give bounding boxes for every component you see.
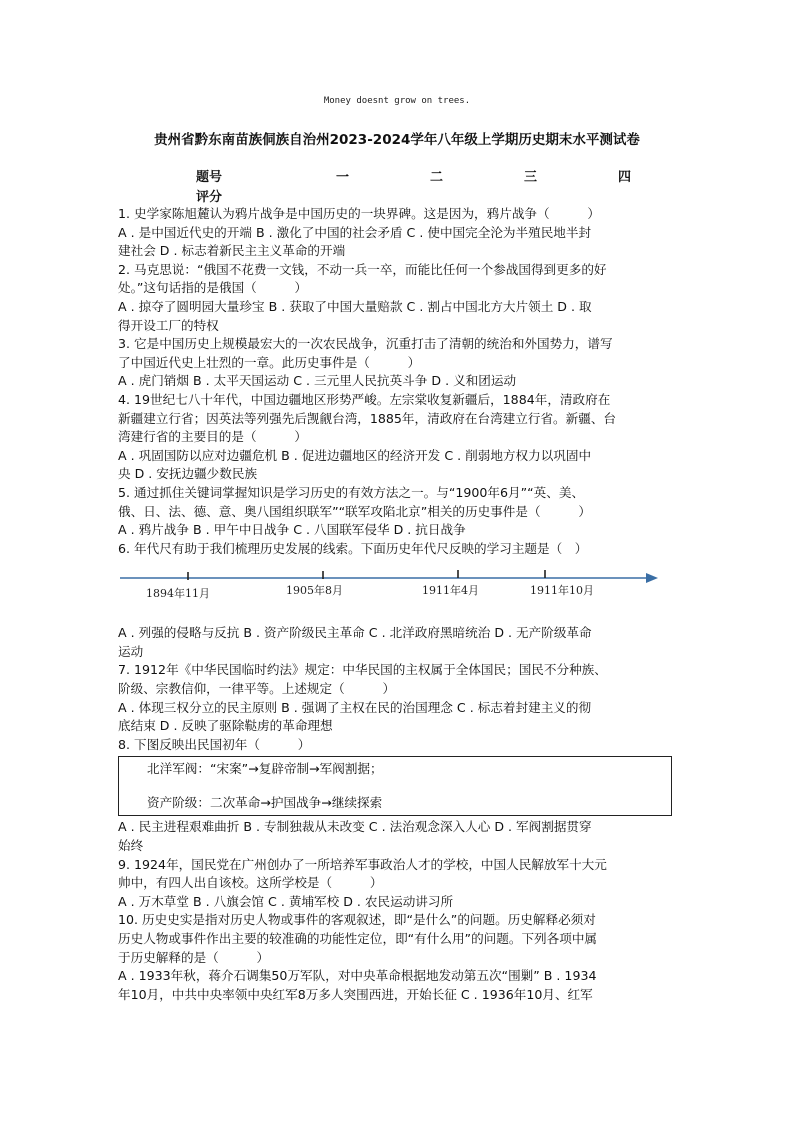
text-line: 7. 1912年《中华民国临时约法》规定：中华民国的主权属于全体国民；国民不分种族、 (118, 662, 607, 678)
text-line: 历史人物或事件作出主要的较准确的功能性定位，即“有什么用”的问题。下列各项中属 (118, 931, 598, 946)
timeline-svg (118, 564, 678, 616)
box-spacer (147, 779, 671, 793)
text-line: 湾建行省的主要目的是（ ） (118, 429, 307, 445)
timeline-label-2: 1905年8月 (286, 584, 343, 598)
text-line: A . 1933年秋，蒋介石调集50万军队，对中央革命根据地发动第五次“围剿” B . 1934 (118, 968, 597, 984)
text-line: 于历史解释的是（ ） (118, 949, 270, 965)
text-line: A . 万木草堂 B . 八旗会馆 C . 黄埔军校 D . 农民运动讲习所 (118, 893, 454, 909)
score-col-2: 二 (430, 170, 444, 185)
text-line: 2. 马克思说：“俄国不花费一文钱，不动一兵一卒，而能比任何一个参战国得到更多的好 (118, 261, 607, 277)
text-line: 6. 年代尺有助于我们梳理历史发展的线索。下面历史年代尺反映的学习主题是（ ） (118, 540, 588, 556)
timeline-label-1: 1894年11月 (146, 587, 210, 601)
text-line: 年10月，中共中央率领中央红军8万多人突围西进，开始长征 C . 1936年10月、红军 (118, 986, 593, 1002)
text-line: 8. 下图反映出民国初年（ ） (118, 736, 311, 752)
box-line-2: 资产阶级：二次革命→护国战争→继续探索 (147, 795, 383, 811)
timeline-figure (118, 564, 678, 616)
question-body (118, 205, 678, 1004)
timeline-label-3: 1911年4月 (422, 584, 479, 598)
text-line: A . 掠夺了圆明园大量珍宝 B . 获取了中国大量赔款 C . 割占中国北方大片领土 D . 取 (118, 298, 592, 314)
text-line: 运动 (118, 643, 144, 659)
box-line-1: 北洋军阀：“宋案”→复辟帝制→军阀割据； (147, 761, 383, 777)
score-row-label: 评分 (196, 190, 223, 205)
text-line: 5. 通过抓住关键词掌握知识是学习历史的有效方法之一。与“1900年6月”“英、美、 (118, 484, 585, 500)
text-line: 了中国近代史上壮烈的一章。此历史事件是（ ） (118, 354, 421, 370)
score-table-header (120, 166, 680, 186)
figure-box (118, 756, 672, 816)
page-title: 贵州省黔东南苗族侗族自治州2023-2024学年八年级上学期历史期末水平测试卷 (154, 132, 640, 148)
text-line: 4. 19世纪七八十年代，中国边疆地区形势严峻。左宗棠收复新疆后，1884年，清政府在 (118, 391, 611, 407)
text-line: 建社会 D . 标志着新民主主义革命的开端 (118, 243, 346, 259)
score-col-1: 一 (336, 170, 350, 185)
text-line: 10. 历史史实是指对历史人物或事件的客观叙述，即“是什么”的问题。历史解释必须对 (118, 912, 596, 928)
text-line: 阶级、宗教信仰，一律平等。上述规定（ ） (118, 681, 396, 697)
score-col-4: 四 (618, 170, 632, 185)
text-line: A . 鸦片战争 B . 甲午中日战争 C . 八国联军侵华 D . 抗日战争 (118, 522, 466, 538)
header-note: Money doesnt grow on trees. (323, 96, 471, 106)
text-line: A . 列强的侵略与反抗 B . 资产阶级民主革命 C . 北洋政府黑暗统治 D . 无产阶级革命 (118, 625, 592, 641)
text-line: 央 D . 安抚边疆少数民族 (118, 466, 258, 482)
text-line: A . 民主进程艰难曲折 B . 专制独裁从未改变 C . 法治观念深入人心 D . 军阀割据贯穿 (118, 819, 592, 835)
text-line: 始终 (118, 838, 144, 854)
timeline-arrow (646, 573, 658, 583)
score-col-3: 三 (524, 170, 538, 185)
text-line: 3. 它是中国历史上规模最宏大的一次农民战争，沉重打击了清朝的统治和外国势力，谱写 (118, 336, 613, 352)
text-line: 新疆建立行省；因英法等列强先后觊觎台湾，1885年，清政府在台湾建立行省。新疆、台 (118, 410, 617, 426)
score-table-label: 题号 (196, 170, 223, 185)
text-line: A . 虎门销烟 B . 太平天国运动 C . 三元里人民抗英斗争 D . 义和团运动 (118, 373, 517, 389)
text-line: 底结束 D . 反映了驱除鞑虏的革命理想 (118, 718, 333, 734)
text-line: A . 巩固国防以应对边疆危机 B . 促进边疆地区的经济开发 C . 削弱地方权力以巩固中 (118, 447, 592, 463)
text-line: 1. 史学家陈旭麓认为鸦片战争是中国历史的一块界碑。这是因为，鸦片战争（ ） (118, 206, 600, 221)
text-line: 9. 1924年，国民党在广州创办了一所培养军事政治人才的学校，中国人民解放军十大元 (118, 856, 607, 872)
timeline-label-4: 1911年10月 (530, 584, 594, 598)
text-line: 处。”这句话指的是俄国（ ） (118, 280, 308, 296)
text-line: 帅中，有四人出自该校。这所学校是（ ） (118, 875, 383, 891)
text-line: A . 体现三权分立的民主原则 B . 强调了主权在民的治国理念 C . 标志着封建主义的彻 (118, 699, 592, 715)
text-line: 得开设工厂的特权 (118, 317, 219, 333)
text-line: A . 是中国近代史的开端 B . 激化了中国的社会矛盾 C . 使中国完全沦为半殖民地半封 (118, 224, 592, 240)
text-line: 俄、日、法、德、意、奥八国组织联军”“联军攻陷北京”相关的历史事件是（ ） (118, 503, 591, 519)
